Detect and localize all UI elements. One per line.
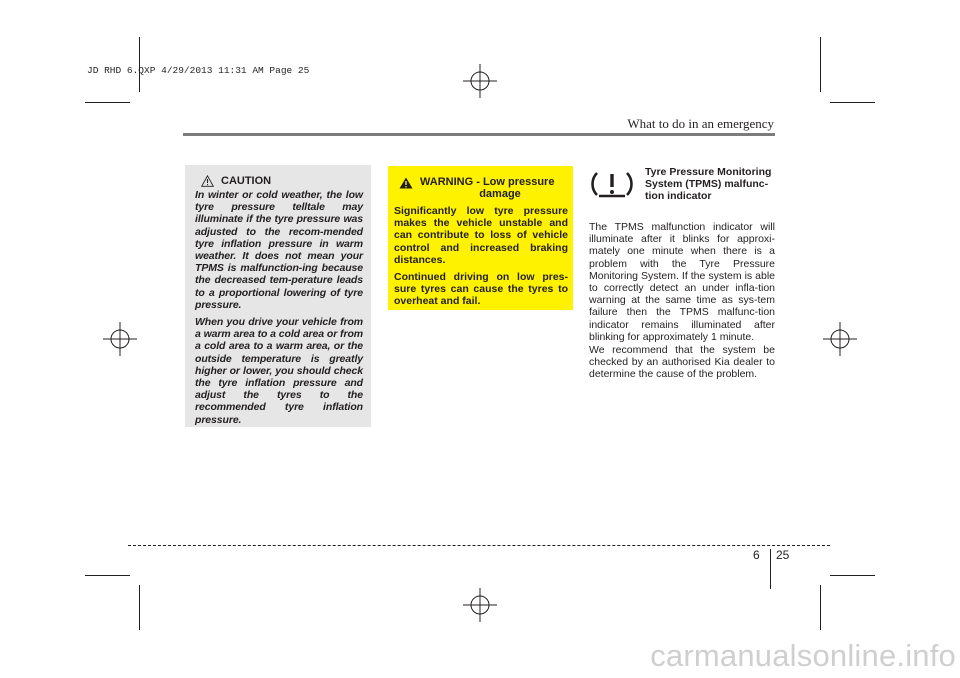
print-slug: JD RHD 6.QXP 4/29/2013 11:31 AM Page 25 bbox=[87, 65, 310, 76]
warning-heading-label: WARNING - Low pressure bbox=[420, 176, 555, 188]
warning-triangle-icon bbox=[399, 177, 413, 189]
caution-paragraph: When you drive your vehicle from a warm area to a cold area or from a cold area to a warm area, or the outside temperature is greatly higher or lower, you should check the tyre inflation pressure and adjust the tyres to the recommended tyre inflation pressure. bbox=[195, 316, 363, 426]
caution-paragraph: In winter or cold weather, the low tyre pressure telltale may illuminate if the tyre pressure was adjusted to the recom-mended tyre inflation pressure in warm weather. It does not mean your TPMS is malfunction-ing because the decreased tem-perature leads to a proportional lowering of tyre pressure. bbox=[195, 189, 363, 311]
page-number: 25 bbox=[776, 548, 790, 562]
tpms-warning-icon bbox=[588, 165, 636, 203]
caution-heading bbox=[195, 175, 363, 187]
warning-box bbox=[388, 166, 573, 310]
section-header-title: What to do in an emergency bbox=[627, 116, 774, 131]
warning-heading bbox=[394, 176, 568, 200]
header-rule bbox=[183, 133, 775, 136]
warning-paragraph: Significantly low tyre pressure makes the vehicle unstable and can contribute to loss of vehicle control and increased braking distances. bbox=[394, 205, 568, 266]
watermark: carmanualsonline.info bbox=[650, 638, 956, 673]
footer-separator bbox=[770, 549, 771, 589]
warning-subheading: damage bbox=[479, 188, 521, 200]
registration-mark-top bbox=[463, 64, 497, 98]
registration-mark-bottom bbox=[463, 588, 497, 622]
tpms-paragraph: We recommend that the system be checked by an authorised Kia dealer to determine the cause of the problem. bbox=[589, 344, 775, 381]
warning-paragraph: Continued driving on low pres-sure tyres can cause the tyres to overheat and fail. bbox=[394, 271, 568, 308]
registration-mark-right bbox=[823, 322, 857, 356]
footer-rule bbox=[128, 545, 830, 546]
registration-mark-left bbox=[103, 322, 137, 356]
page-section-number: 6 bbox=[753, 548, 760, 562]
tpms-title: Tyre Pressure Monitoring System (TPMS) malfunc-tion indicator bbox=[645, 166, 772, 202]
caution-triangle-icon bbox=[201, 175, 214, 187]
caution-box bbox=[185, 165, 371, 427]
tpms-paragraph: The TPMS malfunction indicator will illuminate after it blinks for approxi-mately one minute when there is a problem with the Tyre Pressure Monitoring System. If the system is able to correctly detect an under infla-tion warning at the same time as sys-tem failure then the TPMS malfunc-tion indicator remains illuminated after blinking for approximately 1 minute. bbox=[589, 221, 775, 343]
caution-heading-label: CAUTION bbox=[221, 175, 272, 187]
